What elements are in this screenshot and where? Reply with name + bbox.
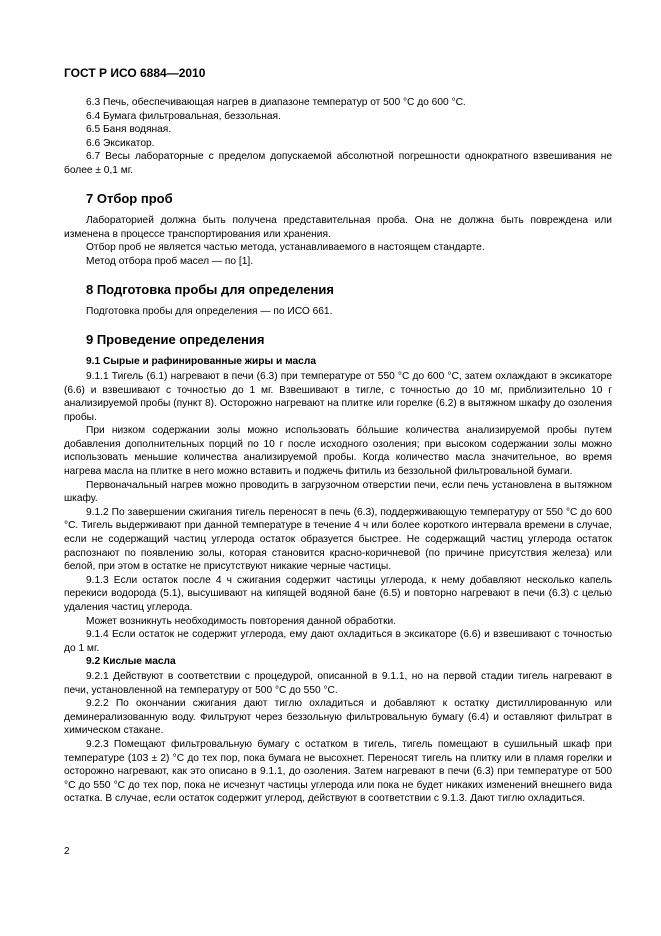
section-7-paragraph: Лабораторией должна быть получена представительная проба. Она не должна быть повреждена или изменена в процессе транспортирования или хранения.: [64, 215, 612, 240]
subsection-9-1-heading: 9.1 Сырые и рафинированные жиры и масла: [86, 356, 316, 368]
subsection-9-1-paragraph: 9.1.3 Если остаток после 4 ч сжигания содержит частицы углерода, к нему добавляют несколько капель перекиси водорода (5.1), высушивают на кипящей водяной бане (6.5) и повторно нагревают в печи (6.3) с целью удаления частиц углерода.: [64, 574, 612, 613]
equipment-item: 6.3 Печь, обеспечивающая нагрев в диапазоне температур от 500 °С до 600 °С.: [86, 97, 466, 108]
equipment-item: 6.6 Эксикатор.: [86, 137, 155, 149]
subsection-9-2-paragraph: 9.2.2 По окончании сжигания дают тиглю охладиться и добавляют к остатку дистиллированную или деминерализованную воду. Фильтруют через беззольную фильтровальную бумагу (6.4) и оставляют фильтрат в химическом стакане.: [64, 698, 612, 737]
subsection-9-2-paragraph: 9.2.1 Действуют в соответствии с процедурой, описанной в 9.1.1, но на первой стадии тигель нагревают в печи, установленной на температуру от 500 °С до 550 °С.: [64, 670, 612, 696]
subsection-9-2-heading: 9.2 Кислые масла: [86, 656, 176, 668]
equipment-item: 6.7 Весы лабораторные с пределом допускаемой абсолютной погрешности однократного взвешивания не более ± 0,1 мг.: [64, 151, 612, 176]
page-number: 2: [64, 846, 70, 857]
subsection-9-1-paragraph: 9.1.4 Если остаток не содержит углерода, ему дают охладиться в эксикаторе (6.6) и взвешивают с точностью до 1 мг.: [64, 629, 612, 654]
subsection-9-1-paragraph: 9.1.2 По завершении сжигания тигель переносят в печь (6.3), поддерживающую температуру от 550 °С до 600 °С. Тигель выдерживают при данной температуре в течение 4 ч или более короткого интервала времени в случае, если не содержащий частиц углерода остаток образуется быстрее. Не содержащий частиц углерода остаток распознают по появлению золы, которая становится красно-коричневой (по причине присутствия железа) или белой, при этом в остатке не присутствуют никакие черные частицы.: [64, 506, 612, 573]
section-7-paragraph: Метод отбора проб масел — по [1].: [86, 255, 254, 267]
subsection-9-1-paragraph: Может возникнуть необходимость повторения данной обработки.: [86, 615, 397, 627]
equipment-item: 6.5 Баня водяная.: [86, 124, 172, 136]
subsection-9-1-paragraph: Первоначальный нагрев можно проводить в загрузочном отверстии печи, если печь установлена в вытяжном шкафу.: [64, 479, 612, 505]
document-header: ГОСТ Р ИСО 6884—2010: [64, 66, 206, 80]
subsection-9-1-paragraph: 9.1.1 Тигель (6.1) нагревают в печи (6.3) при температуре от 550 °С до 600 °С, затем охлаждают в эксикаторе (6.6) и взвешивают с точностью до 1 мг. Взвешивают в тигле, с точностью до 10 мг, приблизительно 10 г анализируемой пробы (пункт 8). Осторожно нагревают на плитке или горелке (6.2) в вытяжном шкафу до озоления пробы.: [64, 370, 612, 423]
section-8-heading: 8 Подготовка пробы для определения: [86, 281, 334, 297]
section-7-paragraph: Отбор проб не является частью метода, устанавливаемого в настоящем стандарте.: [86, 242, 485, 254]
equipment-item: 6.4 Бумага фильтровальная, беззольная.: [86, 110, 281, 122]
section-8-paragraph: Подготовка пробы для определения — по ИСО 661.: [86, 306, 333, 318]
subsection-9-2-paragraph: 9.2.3 Помещают фильтровальную бумагу с остатком в тигель, тигель помещают в сушильный шкаф при температуре (103 ± 2) °С до тех пор, пока бумага не высохнет. Переносят тигель на плитку или в пламя горелки и осторожно нагревают, как это описано в 9.1.1, до озоления. Затем нагревают в печи (6.3) при температуре от 500 °С до 550 °С до тех пор, пока не исчезнут частицы углерода или пока не будет никаких изменений внешнего вида остатка. В случае, если остаток содержит углерод, действуют в соответствии с 9.1.3. Дают тиглю охладиться.: [64, 738, 612, 805]
document-body: [64, 96, 612, 806]
section-7-heading: 7 Отбор проб: [86, 190, 173, 206]
subsection-9-1-paragraph: При низком содержании золы можно использовать бо́льшие количества анализируемой пробы путем добавления дополнительных порций по 10 г после исходного озоления; при высоком содержании золы можно использовать меньшие количества анализируемой пробы. Когда количество масла значительное, во время нагрева масла на плитке в него можно вставить и поджечь фитиль из беззольной фильтровальной бумаги.: [64, 425, 612, 478]
section-9-heading: 9 Проведение определения: [86, 331, 265, 347]
